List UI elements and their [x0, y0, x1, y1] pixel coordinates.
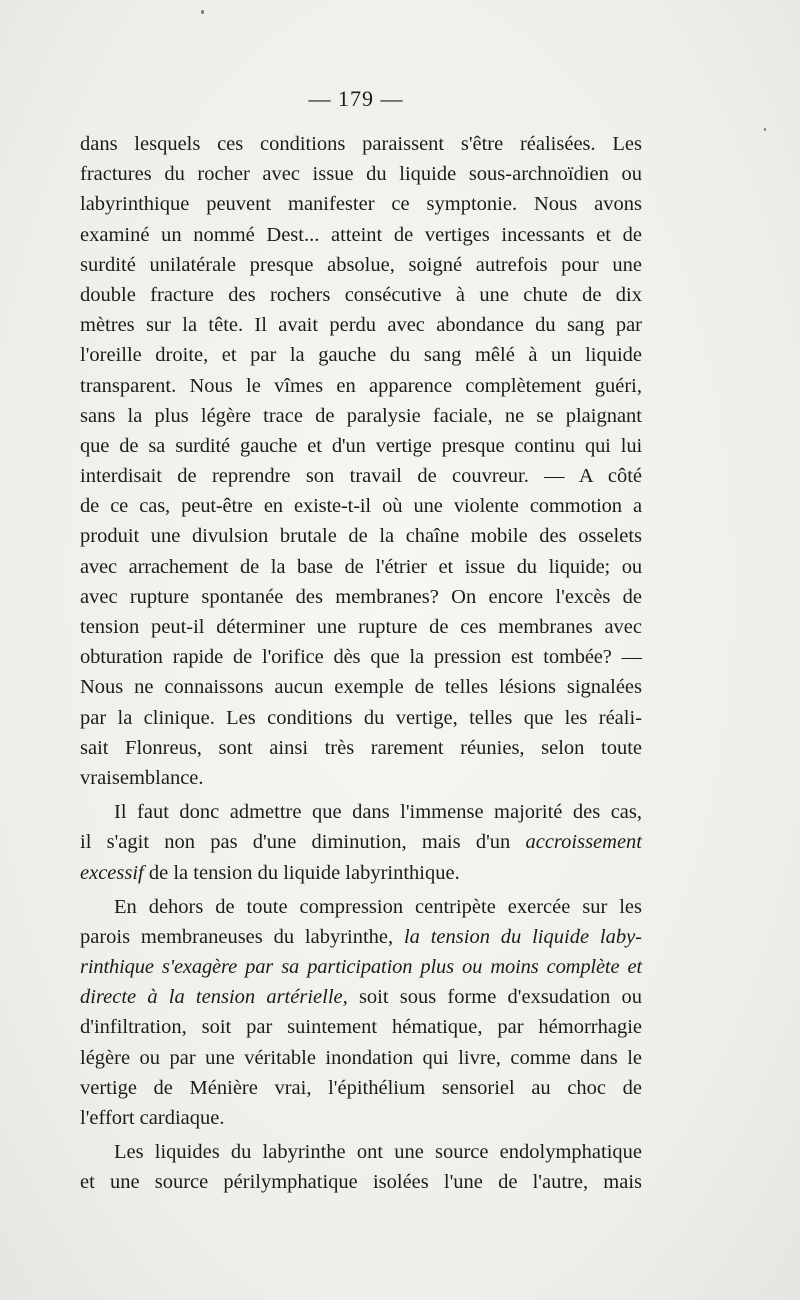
emphasis-text: la tension du liquide laby- [403, 925, 642, 948]
text-line: Nous ne connaissons aucun exemple de telles lésions signalées [80, 676, 642, 699]
text-line: vertige de Ménière vrai, l'épithélium sensoriel au choc de [80, 1076, 642, 1099]
ink-speck [764, 128, 766, 131]
emphasis-text: directe à la tension artérielle, [80, 986, 348, 1009]
text-run: de la tension du liquide labyrinthique. [143, 861, 460, 884]
text-line [80, 858, 642, 888]
text-run: parois membraneuses du labyrinthe, [80, 925, 404, 948]
text-run: soit sous forme d'exsudation ou [347, 986, 642, 1009]
text-run: il s'agit non pas d'une diminution, mais d'un [80, 831, 526, 854]
text-line: et une source périlymphatique isolées l'une de l'autre, mais [80, 1171, 642, 1194]
text-line: par la clinique. Les conditions du vertige, telles que les réali- [80, 706, 642, 729]
text-line: Il faut donc admettre que dans l'immense majorité des cas, [114, 801, 642, 824]
paragraph-1 [80, 129, 642, 793]
text-line: examiné un nommé Dest... atteint de vertiges incessants et de [80, 223, 642, 246]
paragraph-2 [80, 797, 642, 888]
text-line: vraisemblance. [80, 766, 204, 789]
text-line: tension peut-il déterminer une rupture de ces membranes avec [80, 616, 642, 638]
text-line: transparent. Nous le vîmes en apparence complètement guéri, [80, 374, 642, 397]
text-line [80, 952, 642, 982]
text-line [80, 922, 642, 952]
emphasis-text: accroissement [525, 831, 642, 854]
text-line [80, 982, 642, 1012]
text-line: En dehors de toute compression centripète exercée sur les [114, 895, 642, 918]
text-line: sait Flonreus, sont ainsi très rarement réunies, selon toute [80, 736, 642, 759]
text-line: avec rupture spontanée des membranes? On encore l'excès de [80, 585, 642, 608]
text-line: surdité unilatérale presque absolue, soigné autrefois pour une [80, 253, 642, 276]
ink-speck [201, 10, 204, 14]
text-line: fractures du rocher avec issue du liquide sous-archnoïdien ou [80, 163, 642, 186]
text-line: labyrinthique peuvent manifester ce symptonie. Nous avons [80, 193, 642, 216]
paragraph-4 [80, 1137, 642, 1197]
text-line: sans la plus légère trace de paralysie faciale, ne se plaignant [80, 404, 642, 427]
text-line: double fracture des rochers consécutive à une chute de dix [80, 283, 642, 306]
text-line: l'effort cardiaque. [80, 1107, 225, 1129]
text-line: de ce cas, peut-être en existe-t-il où une violente commotion a [80, 495, 642, 518]
text-line: que de sa surdité gauche et d'un vertige presque continu qui lui [80, 434, 642, 457]
body-text [80, 129, 642, 1198]
paragraph-3 [80, 892, 642, 1134]
text-line: produit une divulsion brutale de la chaîne mobile des osselets [80, 525, 642, 548]
text-line [80, 827, 642, 857]
text-line: dans lesquels ces conditions paraissent s'être réalisées. Les [80, 133, 642, 155]
text-line: légère ou par une véritable inondation qui livre, comme dans le [80, 1046, 642, 1069]
emphasis-text: rinthique s'exagère par sa participation plus ou moins complète et [80, 956, 642, 979]
text-line: obturation rapide de l'orifice dès que la pression est tombée? — [80, 646, 642, 669]
page-number: — 179 — [308, 86, 404, 111]
text-line: l'oreille droite, et par la gauche du sang mêlé à un liquide [80, 344, 642, 367]
text-line: avec arrachement de la base de l'étrier et issue du liquide; ou [80, 555, 642, 578]
text-line: interdisait de reprendre son travail de couvreur. — A côté [80, 465, 642, 488]
text-line: d'infiltration, soit par suintement hématique, par hémorrhagie [80, 1016, 642, 1039]
text-line: Les liquides du labyrinthe ont une source endolymphatique [114, 1141, 642, 1164]
text-line: mètres sur la tête. Il avait perdu avec abondance du sang par [80, 314, 642, 337]
emphasis-text: excessif [80, 861, 144, 884]
